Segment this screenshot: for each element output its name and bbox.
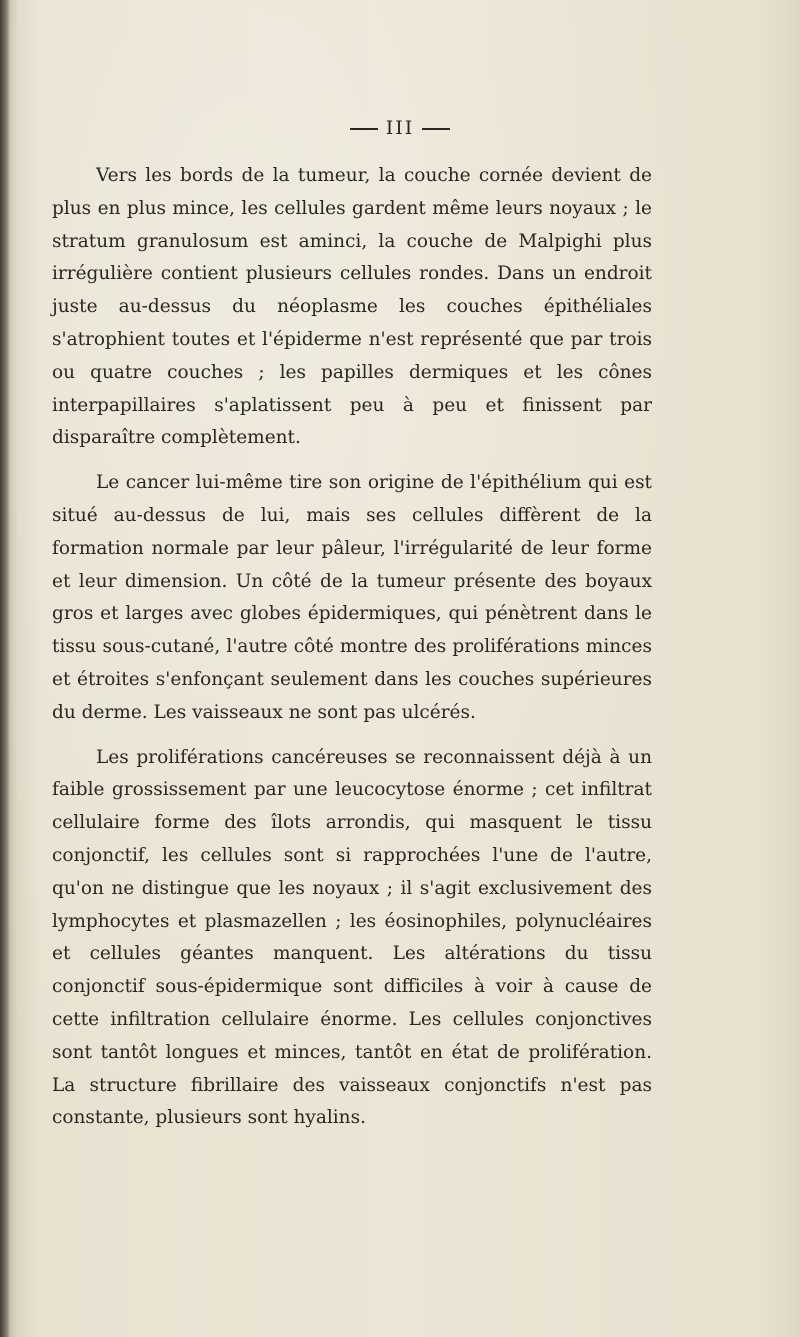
paragraph-1: Vers les bords de la tumeur, la couche cornée devient de plus en plus mince, les cellules gardent même leurs noyaux ; le stratum granulosum est aminci, la couche de Malpighi plus irrégulière contient plusieurs cellules rondes. Dans un endroit juste au-dessus du néoplasme les couches épithéliales s'atrophient toutes et l'épiderme n'est représenté que par trois ou quatre couches ; les papilles dermiques et les cônes interpapillaires s'aplatissent peu à peu et finissent par disparaître complètement.: [52, 165, 652, 449]
header-dash-left: [350, 128, 378, 130]
header-dash-right: [422, 128, 450, 130]
body-text: [52, 160, 652, 1135]
page-number: III: [385, 117, 415, 139]
paragraph-2: Le cancer lui-même tire son origine de l'épithélium qui est situé au-dessus de lui, mais ses cellules diffèrent de la formation normale par leur pâleur, l'irrégularité de leur forme et leur dimension. Un côté de la tumeur présente des boyaux gros et larges avec globes épidermiques, qui pénètrent dans le tissu sous-cutané, l'autre côté montre des proliférations minces et étroites s'enfonçant seulement dans les couches supérieures du derme. Les vaisseaux ne sont pas ulcérés.: [52, 472, 652, 723]
book-spine-shadow: [0, 0, 10, 1337]
paragraph-3: Les proliférations cancéreuses se reconnaissent déjà à un faible grossissement par une leucocytose énorme ; cet infiltrat cellulaire forme des îlots arrondis, qui masquent le tissu conjonctif, les cellules sont si rapprochées l'une de l'autre, qu'on ne distingue que les noyaux ; il s'agit exclusivement des lymphocytes et plasmazellen ; les éosinophiles, polynucléaires et cellules géantes manquent. Les altérations du tissu conjonctif sous-épidermique sont difficiles à voir à cause de cette infiltration cellulaire énorme. Les cellules conjonctives sont tantôt longues et minces, tantôt en état de prolifération. La structure fibrillaire des vaisseaux conjonctifs n'est pas constante, plusieurs sont hyalins.: [52, 746, 652, 1129]
page-header: [0, 117, 800, 139]
